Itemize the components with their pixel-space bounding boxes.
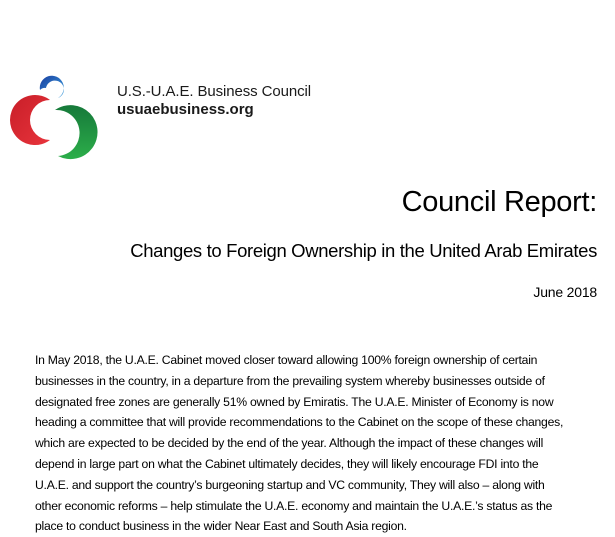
body-line: heading a committee that will provide recommendations to the Cabinet on the scope of these changes,: [35, 415, 564, 430]
logo-green-crescent: [55, 105, 98, 159]
body-paragraph: [35, 350, 610, 537]
report-date: June 2018: [533, 284, 597, 300]
report-subtitle: Changes to Foreign Ownership in the United Arab Emirates: [130, 240, 597, 261]
body-line: U.A.E. and support the country’s burgeoning startup and VC community, They will also – along with: [35, 477, 545, 492]
report-title: Council Report:: [401, 186, 597, 218]
logo-red-crescent: [10, 95, 50, 145]
body-line: designated free zones are generally 51% owned by Emiratis. The U.A.E. Minister of Economy is now: [35, 394, 554, 409]
body-line: place to conduct business in the wider Near East and South Asia region.: [35, 519, 407, 534]
body-line: In May 2018, the U.A.E. Cabinet moved closer toward allowing 100% foreign ownership of certain: [35, 353, 538, 367]
body-line: businesses in the country, in a departure from the prevailing system whereby businesses outside of: [35, 373, 545, 388]
body-line: depend in large part on what the Cabinet ultimately decides, they will likely encourage FDI into the: [35, 456, 539, 471]
body-line: which are expected to be decided by the end of the year. Although the impact of these changes will: [35, 436, 544, 451]
logo-url: usuaebusiness.org: [117, 101, 254, 118]
council-logo: [0, 70, 320, 165]
logo-blue-crescent: [40, 76, 64, 98]
council-logo-mark-icon: [0, 70, 110, 165]
logo-org-name: U.S.-U.A.E. Business Council: [117, 83, 311, 100]
body-line: other economic reforms – help stimulate the U.A.E. economy and maintain the U.A.E.’s status as the: [35, 498, 553, 513]
